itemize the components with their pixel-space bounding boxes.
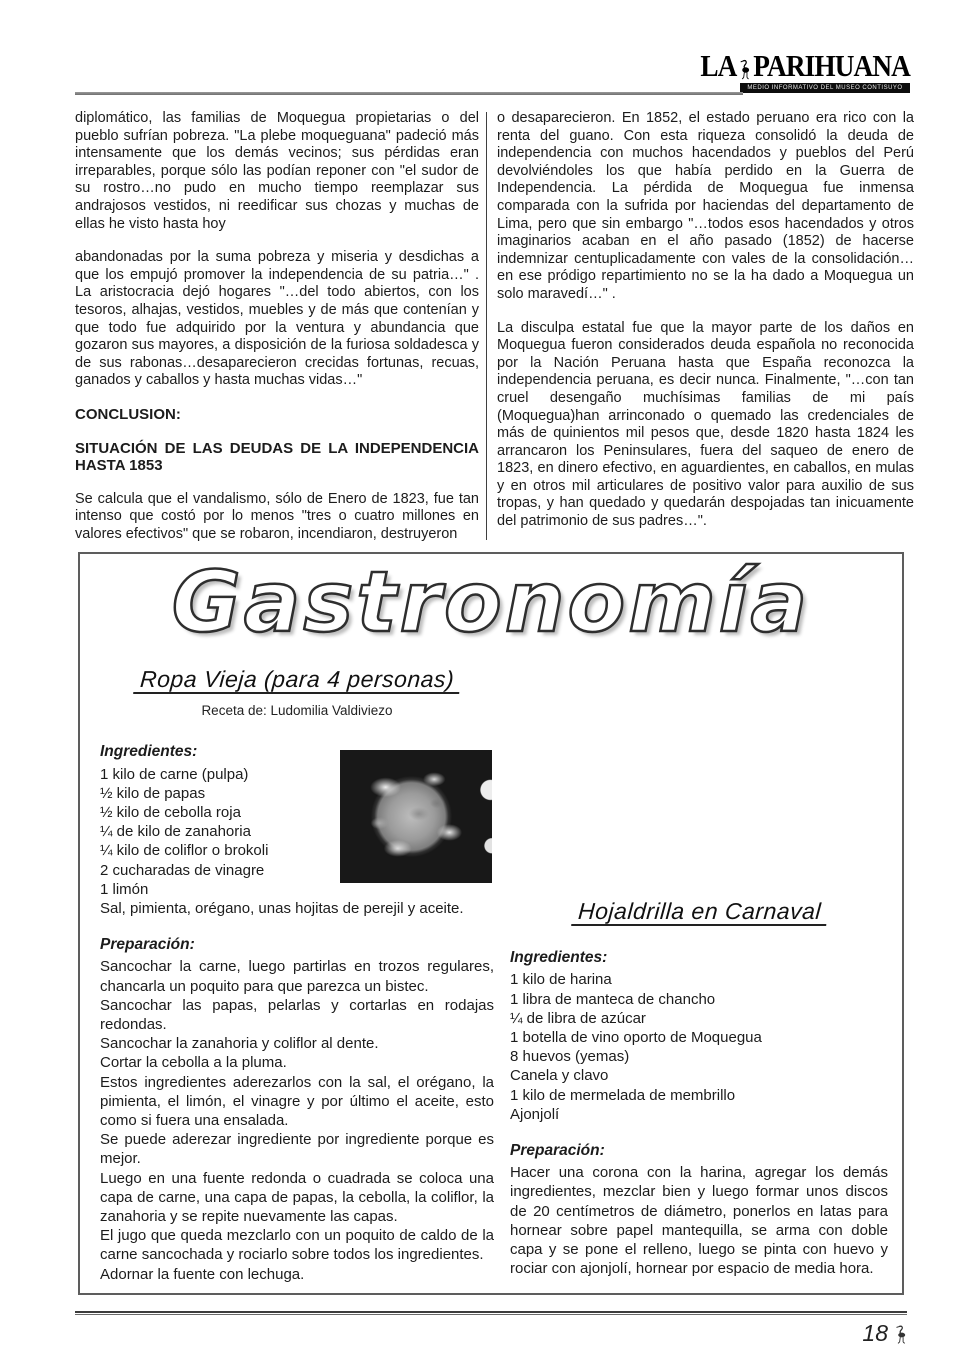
preparation-step: Sancochar las papas, pelarlas y cortarlas en rodajas redondas. [100,996,494,1034]
ingredient-item: 1 kilo de carne (pulpa) [100,765,249,783]
article-paragraph: diplomático, las familias de Moquegua propietarias o del pueblo sufrían pobreza. "La plebe moqueguana" padeció más intensamente que los demás vecinos; sus pérdidas eran irreparables, porque sólo las podían reponer con "el sudor de su rostro…no pudo en mucho tiempo reemplazar sus andrajosos vestidos, ni reedificar sus chozas y muchas de ellas he visto hasta hoy [75,110,479,232]
recipe2-ingredients-list [510,970,888,1124]
ingredient-item: Ajonjolí [510,1105,560,1123]
preparation-step: Adornar la fuente con lechuga. [100,1265,305,1283]
ingredient-item: ½ kilo de papas [100,784,206,802]
masthead [700,48,910,93]
preparation-step: Estos ingredientes aderezarlos con la sal, el orégano, la pimienta, el limón, el vinagre y por último el aceite, esto como si fuera una ensalada. [100,1073,494,1130]
article-paragraph: La disculpa estatal fue que la mayor parte de los daños en Moquegua fueron considerados deuda española no reconocida por la Nación Peruana hasta que España reconozca la independencia peruana, es decir nunca. Finalmente, "…con tan cruel desengaño muchísimas familias de mi país (Moquegua)han arrinconado o quemado las credenciales de más de quinientos mil pesos que, desde 1820 hasta 1824 les arrancaron los Peninsulares, fuera del saqueo de enero de 1823, en dinero efectivo, en aguardientes, en caballos, en mulas y en otros mil articulares de positivo valor para auxilio de sus tropas, y han quedado y quedarán despojadas tan inicuamente del patrimonio de sus padres…". [497,319,914,530]
recipe-ropa-vieja [100,666,494,1284]
publication-title [700,48,910,83]
article-paragraph: o desaparecieron. En 1852, el estado peruano era rico con la renta del guano. Con esta riqueza consolidó la deuda de independencia con muchos hacendados y pueblos del Perú devolviéndoles los que había perdido en la Guerra de Independencia. La pérdida de Moquegua fue inmensa comparada con la sufrida por haciendas del departamento de Lima, pero que sin embargo "…todos esos hacendados y otros imaginarios acaban en el año pasado (1852) de hacerse indemnizar centuplicadamente con vales de la consolidación…en ese pródigo repartimiento no se la ha dado a Moquegua un solo maravedí…" . [497,110,914,302]
conclusion-heading: CONCLUSION: [75,405,181,423]
preparation-step: Sancochar la zanahoria y coliflor al dente. [100,1035,379,1053]
recipe-hojaldrilla [510,898,888,1278]
ingredient-item: ¼ kilo de coliflor o brokoli [100,842,269,860]
recipe2-ingredients-label: Ingredientes: [510,949,608,967]
gastronomia-section [78,552,904,1295]
article-right-column [497,110,914,547]
recipe1-steps [100,957,494,1283]
ingredient-item: 1 kilo de harina [510,971,612,989]
column-divider [486,112,487,540]
preparation-step: Sancochar la carne, luego partirlas en trozos regulares, chancarla un poquito para que parezca un bistec. [100,958,494,995]
ingredient-item: ¼ de kilo de zanahoria [100,823,251,841]
ingredient-item: 8 huevos (yemas) [510,1048,630,1066]
recipe1-byline: Receta de: Ludomilia Valdiviezo [201,703,393,719]
parihuana-flamingo-icon [738,55,751,77]
page-number-value: 18 [862,1320,888,1346]
recipe2-preparation-label: Preparación: [510,1142,605,1160]
ingredient-item: 1 libra de manteca de chancho [510,990,716,1008]
ropa-vieja-dish-photo [340,750,492,883]
preparation-step: El jugo que queda mezclarlo con un poquito de caldo de la carne sancochada y rociarlo sobre todos los ingredientes. [100,1227,494,1264]
recipe2-preparation: Hacer una corona con la harina, agregar los demás ingredientes, mezclar bien y luego formar unos discos de 20 centímetros de diámetro, ponerlos en latas para hornear sobre papel mantequilla, se arma con doble capa y se pone el relleno, luego se pinta con huevo y rociar con ajonjolí, hornear por espacio de media hora. [510,1164,888,1278]
header-rule [75,92,743,95]
preparation-step: Luego en una fuente redonda o cuadrada se coloca una capa de carne, una capa de papas, la cebolla, la coliflor, la zanahoria y se repite nuevamente las capas. [100,1169,494,1226]
publication-title-main: PARIHUANA [753,48,910,83]
ingredient-item: 1 botella de vino oporto de Moquegua [510,1029,762,1047]
recipe1-preparation-label: Preparación: [100,936,195,954]
preparation-step: Cortar la cebolla a la pluma. [100,1054,287,1072]
ingredient-item: 1 limón [100,880,149,898]
gastronomia-title: Gastronomía [171,553,811,651]
article-paragraph: Se calcula que el vandalismo, sólo de Enero de 1823, fue tan intenso que costó por lo menos "tres o cuatro millones en valores efectivos" que se robaron, incendiaron, destruyeron [75,490,479,542]
page-number [862,1320,908,1347]
footer-rule [75,1311,907,1315]
ingredient-item: ½ kilo de cebolla roja [100,804,241,822]
parihuana-flamingo-icon [894,1324,908,1344]
publication-title-prefix: LA [700,48,737,83]
recipe1-title: Ropa Vieja (para 4 personas) [133,670,461,694]
recipe2-title: Hojaldrilla en Carnaval [571,902,828,926]
preparation-step: Se puede aderezar ingrediente por ingrediente porque es mejor. [100,1131,494,1168]
ingredient-item: ¼ de libra de azúcar [510,1009,646,1027]
ingredient-item: 2 cucharadas de vinagre [100,861,265,879]
ingredient-item: Sal, pimienta, orégano, unas hojitas de perejil y aceite. [100,900,464,918]
ingredient-item: 1 kilo de mermelada de membrillo [510,1086,736,1104]
ingredient-item: Canela y clavo [510,1067,609,1085]
recipe1-ingredients-label: Ingredientes: [100,743,198,761]
masthead-tagline: MEDIO INFORMATIVO DEL MUSEO CONTISUYO [740,83,910,93]
situacion-heading: SITUACIÓN DE LAS DEUDAS DE LA INDEPENDENCIA HASTA 1853 [75,439,479,475]
article-paragraph: abandonadas por la suma pobreza y miseria y desdichas a que los empujó promover la independencia de su patria…" . La aristocracia dejó hogares "…del todo abiertos, con los tesoros, alhajas, vestidos, muebles y de más que contenían y que todo fue adquirido por la ventura y abundancia que gozaron sus mayores, a disposición de la furiosa soldadesca y de sus rabonas…desaparecieron crecidas fortunas, recuas, ganados y caballos y hasta muchas vidas…" [75,249,479,389]
article-left-column [75,110,479,559]
